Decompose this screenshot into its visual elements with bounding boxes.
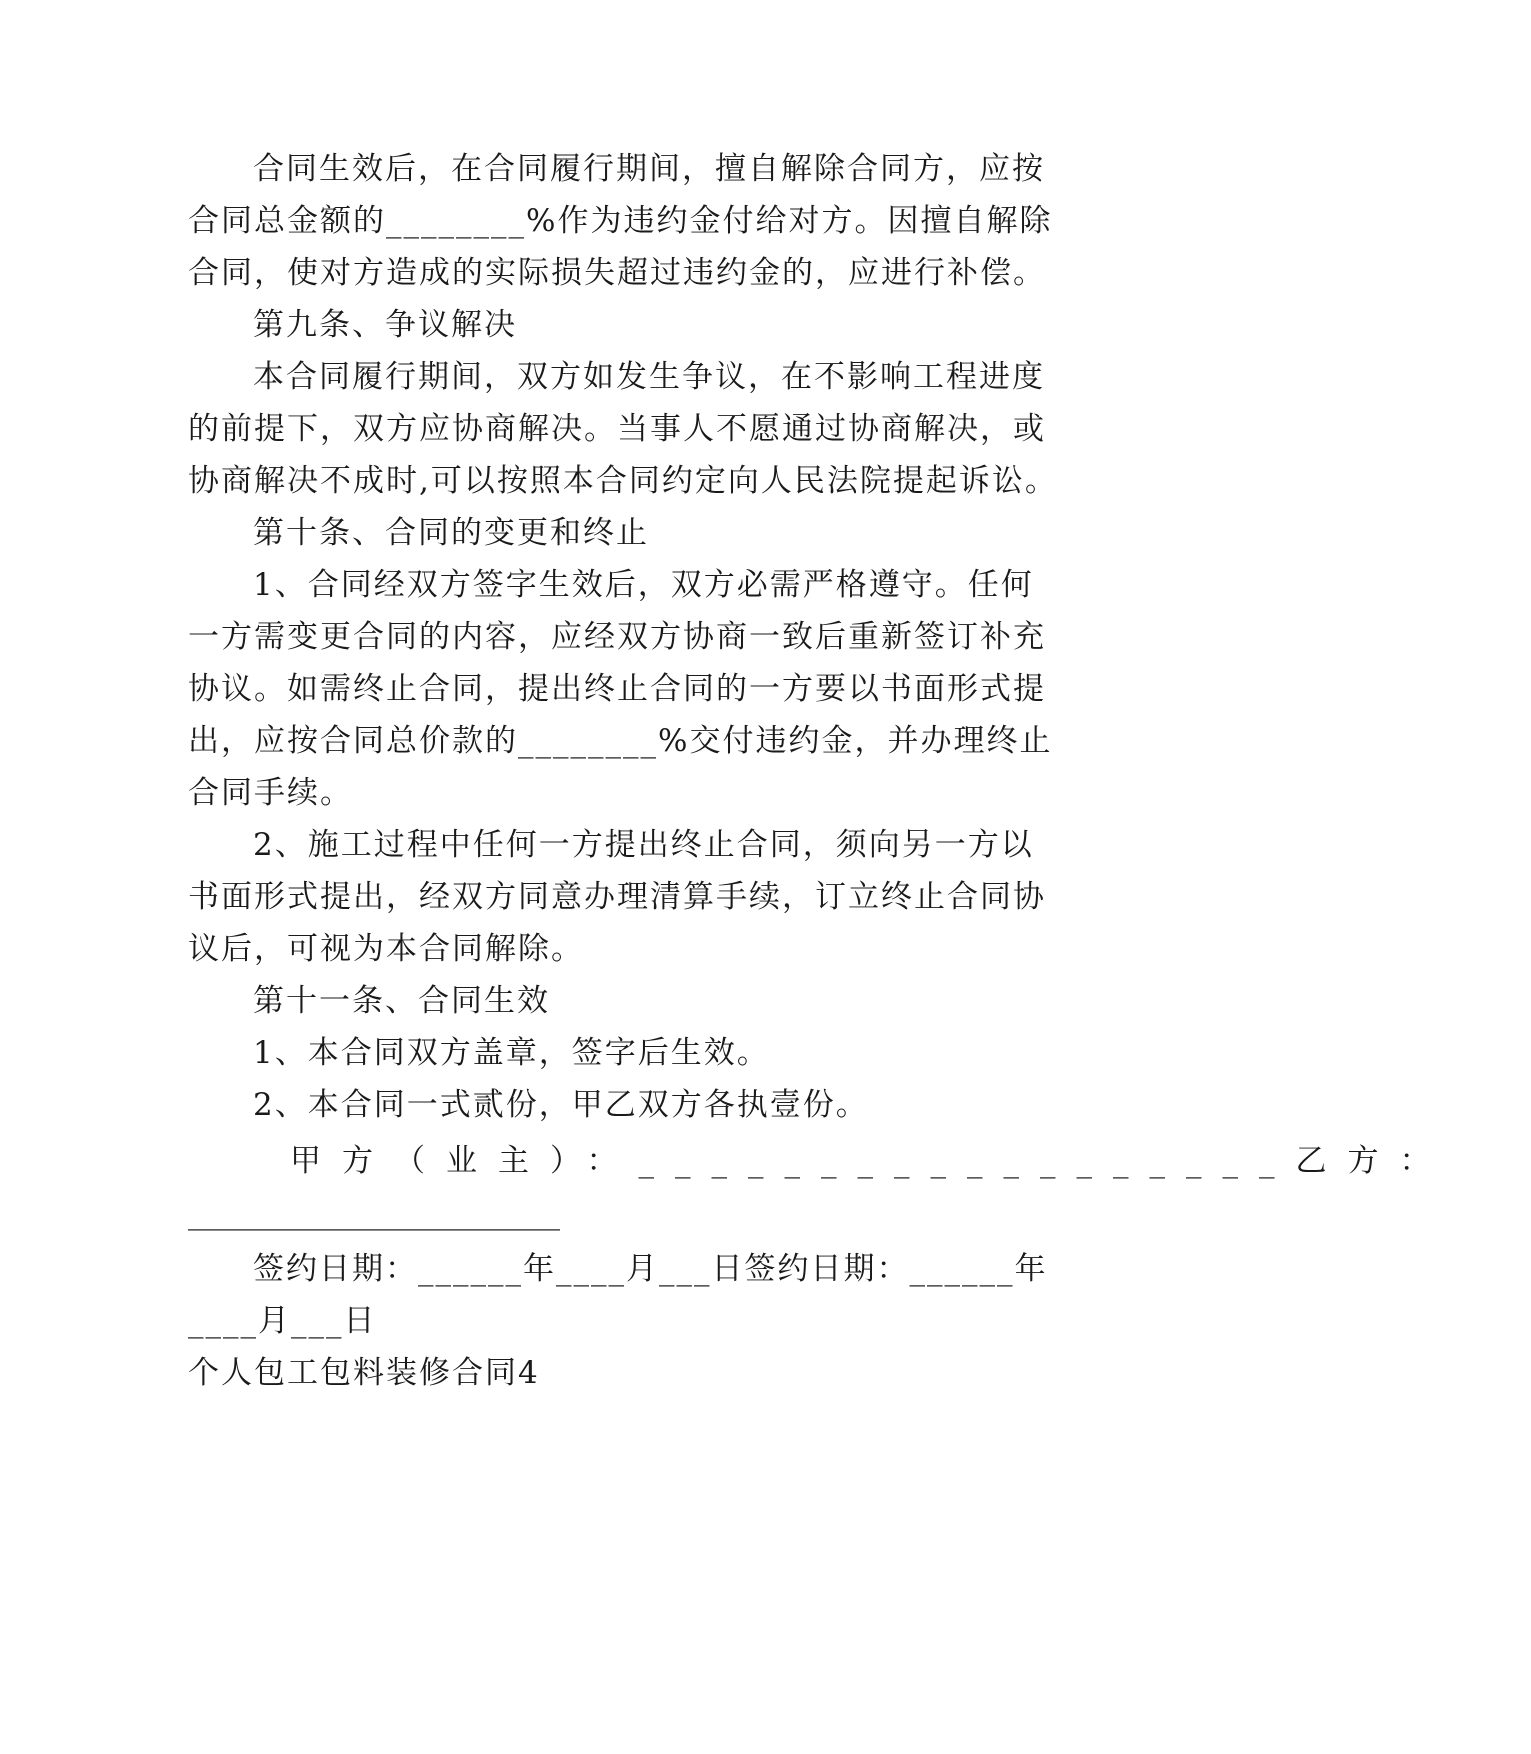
paragraph-line: 一方需变更合同的内容，应经双方协商一致后重新签订补充 (188, 619, 1046, 655)
signature-blank-line: ________________________ (188, 1195, 560, 1231)
next-document-title: 个人包工包料装修合同4 (188, 1355, 540, 1391)
paragraph-line: 合同总金额的________%作为违约金付给对方。因擅自解除 (188, 203, 1053, 239)
paragraph-line: 的前提下，双方应协商解决。当事人不愿通过协商解决，或 (188, 411, 1046, 447)
paragraph-line: 议后，可视为本合同解除。 (188, 931, 584, 967)
signature-date-line: ____月___日 (188, 1303, 377, 1339)
signature-date-line: 签约日期：______年____月___日签约日期：______年 (253, 1251, 1048, 1287)
paragraph-line: 2、施工过程中任何一方提出终止合同，须向另一方以 (253, 827, 1034, 863)
paragraph-line: 出，应按合同总价款的________%交付违约金，并办理终止 (188, 723, 1053, 759)
section-heading: 第十一条、合同生效 (253, 983, 550, 1019)
paragraph-line: 合同，使对方造成的实际损失超过违约金的，应进行补偿。 (188, 255, 1046, 291)
section-heading: 第十条、合同的变更和终止 (253, 515, 649, 551)
paragraph-line: 2、本合同一式贰份，甲乙双方各执壹份。 (253, 1087, 869, 1123)
paragraph-line: 合同生效后，在合同履行期间，擅自解除合同方，应按 (253, 151, 1045, 187)
paragraph-line: 1、合同经双方签字生效后，双方必需严格遵守。任何 (253, 567, 1034, 603)
paragraph-line: 合同手续。 (188, 775, 353, 811)
paragraph-line: 书面形式提出，经双方同意办理清算手续，订立终止合同协 (188, 879, 1046, 915)
paragraph-line: 协商解决不成时,可以按照本合同约定向人民法院提起诉讼。 (188, 463, 1058, 499)
signature-party-line: 甲方（业主）：__________________乙方： (290, 1143, 1452, 1179)
section-heading: 第九条、争议解决 (253, 307, 517, 343)
paragraph-line: 1、本合同双方盖章，签字后生效。 (253, 1035, 770, 1071)
paragraph-line: 协议。如需终止合同，提出终止合同的一方要以书面形式提 (188, 671, 1046, 707)
paragraph-line: 本合同履行期间，双方如发生争议，在不影响工程进度 (253, 359, 1045, 395)
